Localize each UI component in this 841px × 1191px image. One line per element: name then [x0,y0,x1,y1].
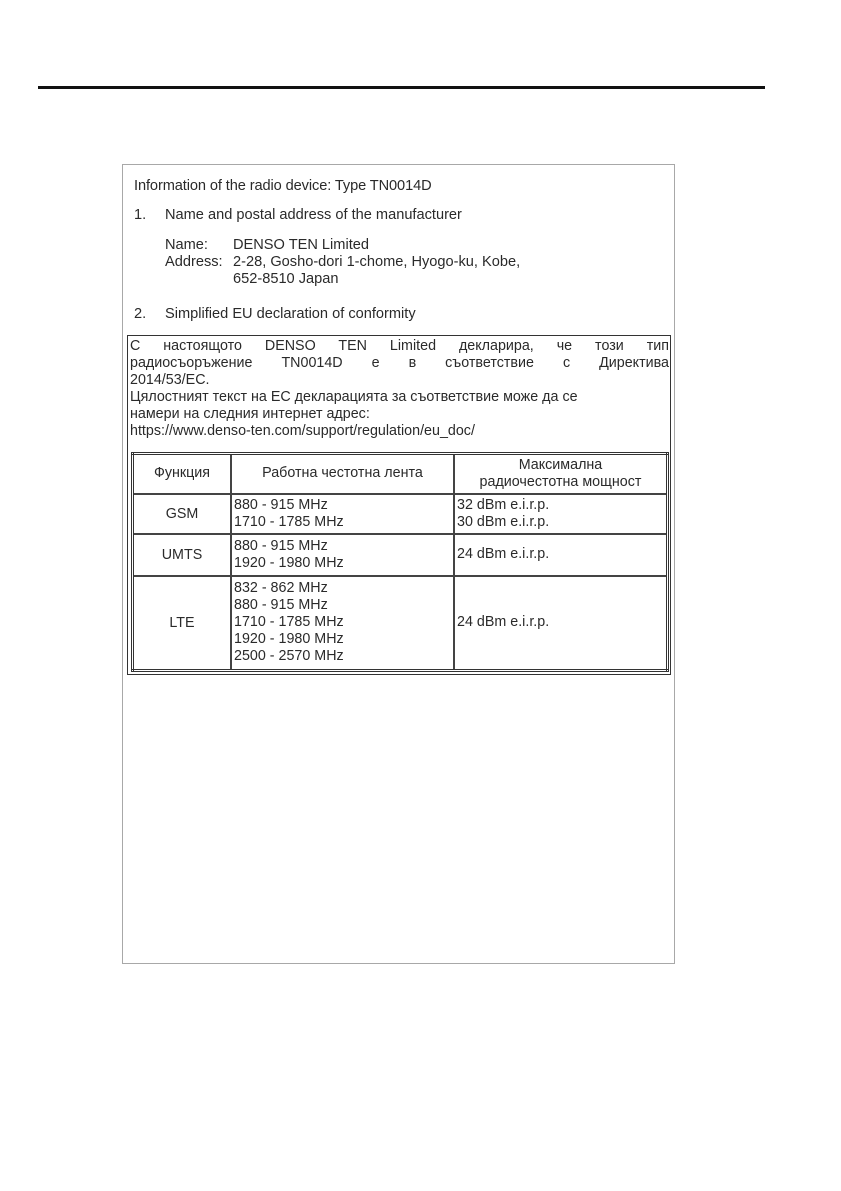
power-value: 32 dBm e.i.r.p. [457,496,550,513]
manufacturer-block [165,237,520,288]
power-value: 30 dBm e.i.r.p. [457,513,550,530]
table-row [133,576,668,671]
frequency-table [131,452,669,672]
top-rule [38,86,765,89]
band-value: 1710 - 1785 MHz [234,614,344,631]
band-value: 832 - 862 MHz [234,580,328,597]
list-item-declaration [134,306,416,322]
declaration-line: радиосъоръжение TN0014D е в съответствие с Директива [130,355,669,371]
cell-band [231,494,454,534]
declaration-line: 2014/53/ЕС. [130,372,210,388]
header-function: Функция [133,454,232,494]
declaration-line: С настоящото DENSO TEN Limited декларира, че този тип [130,338,669,354]
band-value: 880 - 915 MHz [234,597,328,614]
list-item-text: Name and postal address of the manufacturer [165,207,462,223]
table-row [133,494,668,534]
declaration-text [130,338,669,440]
band-value: 2500 - 2570 MHz [234,648,344,665]
cell-function: UMTS [133,534,232,576]
list-item-manufacturer [134,207,462,223]
band-value: 1920 - 1980 MHz [234,554,344,571]
header-power-line-2: радиочестотна мощност [479,473,642,490]
band-value: 1920 - 1980 MHz [234,631,344,648]
cell-band [231,534,454,576]
declaration-url: https://www.denso-ten.com/support/regulation/eu_doc/ [130,423,475,439]
cell-power [454,534,668,576]
list-number: 2. [134,306,147,322]
address-line-2: 652-8510 Japan [233,271,339,287]
declaration-box [127,335,671,675]
list-number: 1. [134,207,147,223]
name-label: Name: [165,237,208,253]
header-band: Работна честотна лента [231,454,454,494]
band-value: 1710 - 1785 MHz [234,513,344,530]
band-value: 880 - 915 MHz [234,496,328,513]
header-power [454,454,668,494]
header-power-line-1: Максимална [518,456,603,473]
cell-power [454,576,668,671]
list-item-text: Simplified EU declaration of conformity [165,306,416,322]
cell-function: LTE [133,576,232,671]
power-value: 24 dBm e.i.r.p. [457,614,550,631]
address-line-1: 2-28, Gosho-dori 1-chome, Hyogo-ku, Kobe, [233,254,521,270]
document-frame [122,164,675,964]
declaration-line: Цялостният текст на ЕС декларацията за съответствие може да се [130,389,578,405]
band-value: 880 - 915 MHz [234,537,328,554]
table-row [133,534,668,576]
cell-function: GSM [133,494,232,534]
power-value: 24 dBm e.i.r.p. [457,546,550,562]
table-header-row [133,454,668,494]
cell-band [231,576,454,671]
radio-device-title: Information of the radio device: Type TN0014D [134,178,432,194]
address-label: Address: [165,254,223,270]
cell-power [454,494,668,534]
name-value: DENSO TEN Limited [233,237,369,253]
declaration-line: намери на следния интернет адрес: [130,406,370,422]
